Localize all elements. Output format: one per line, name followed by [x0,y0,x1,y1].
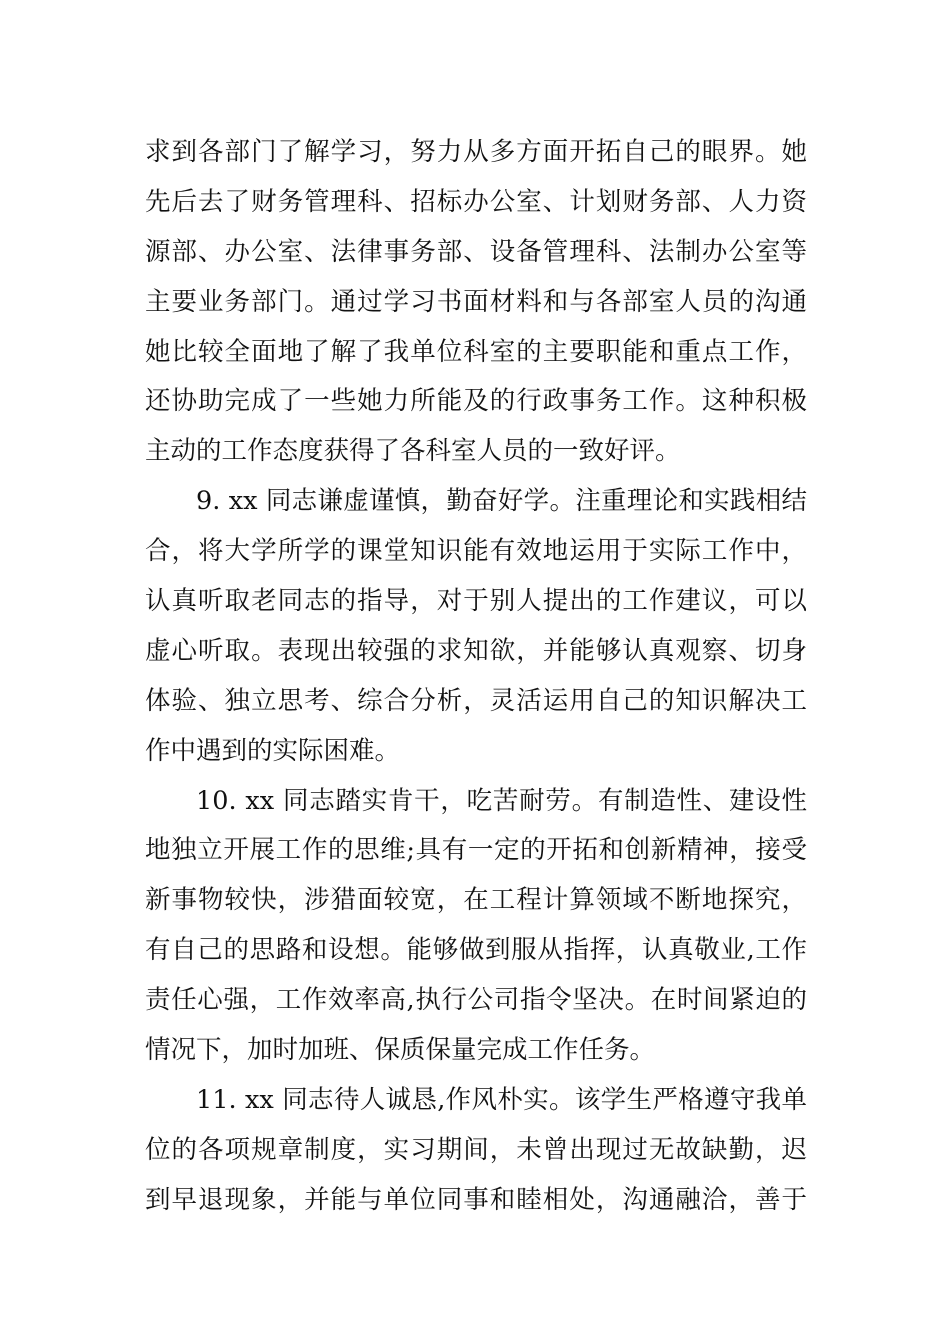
text-line: 体验、独立思考、综合分析，灵活运用自己的知识解决工 [145,685,807,716]
paragraph-11-first-line: 11. xx 同志待人诚恳,作风朴实。该学生严格遵守我单 [196,1084,807,1115]
text-line: 求到各部门了解学习，努力从多方面开拓自己的眼界。她 [145,137,807,167]
text-line: 认真听取老同志的指导，对于别人提出的工作建议，可以 [145,586,807,617]
text-line: 情况下，加时加班、保质保量完成工作任务。 [145,1035,656,1066]
text-line: 先后去了财务管理科、招标办公室、计划财务部、人力资 [145,186,807,217]
text-line: 源部、办公室、法律事务部、设备管理科、法制办公室等 [145,236,807,267]
text-line: 有自己的思路和设想。能够做到服从指挥，认真敬业,工作 [145,935,807,966]
text-line: 位的各项规章制度，实习期间，未曾出现过无故缺勤，迟 [145,1134,807,1165]
text-line: 地独立开展工作的思维;具有一定的开拓和创新精神，接受 [145,835,807,866]
text-line: 责任心强，工作效率高,执行公司指令坚决。在时间紧迫的 [145,985,807,1016]
text-line: 还协助完成了一些她力所能及的行政事务工作。这种积极 [145,386,807,417]
text-line: 新事物较快，涉猎面较宽，在工程计算领域不断地探究， [145,885,807,916]
text-line: 她比较全面地了解了我单位科室的主要职能和重点工作， [145,336,807,367]
text-line: 主要业务部门。通过学习书面材料和与各部室人员的沟通 [145,286,807,317]
text-line: 主动的工作态度获得了各科室人员的一致好评。 [145,436,681,467]
text-line: 到早退现象，并能与单位同事和睦相处，沟通融洽，善于 [145,1184,807,1215]
text-line: 作中遇到的实际困难。 [145,735,401,766]
paragraph-9-first-line: 9. xx 同志谦虚谨慎，勤奋好学。注重理论和实践相结 [196,486,807,517]
text-line: 合，将大学所学的课堂知识能有效地运用于实际工作中， [145,536,807,567]
document-body [145,128,807,1226]
paragraph-10-first-line: 10. xx 同志踏实肯干，吃苦耐劳。有制造性、建设性 [196,785,807,816]
text-line: 虚心听取。表现出较强的求知欲，并能够认真观察、切身 [145,635,807,666]
